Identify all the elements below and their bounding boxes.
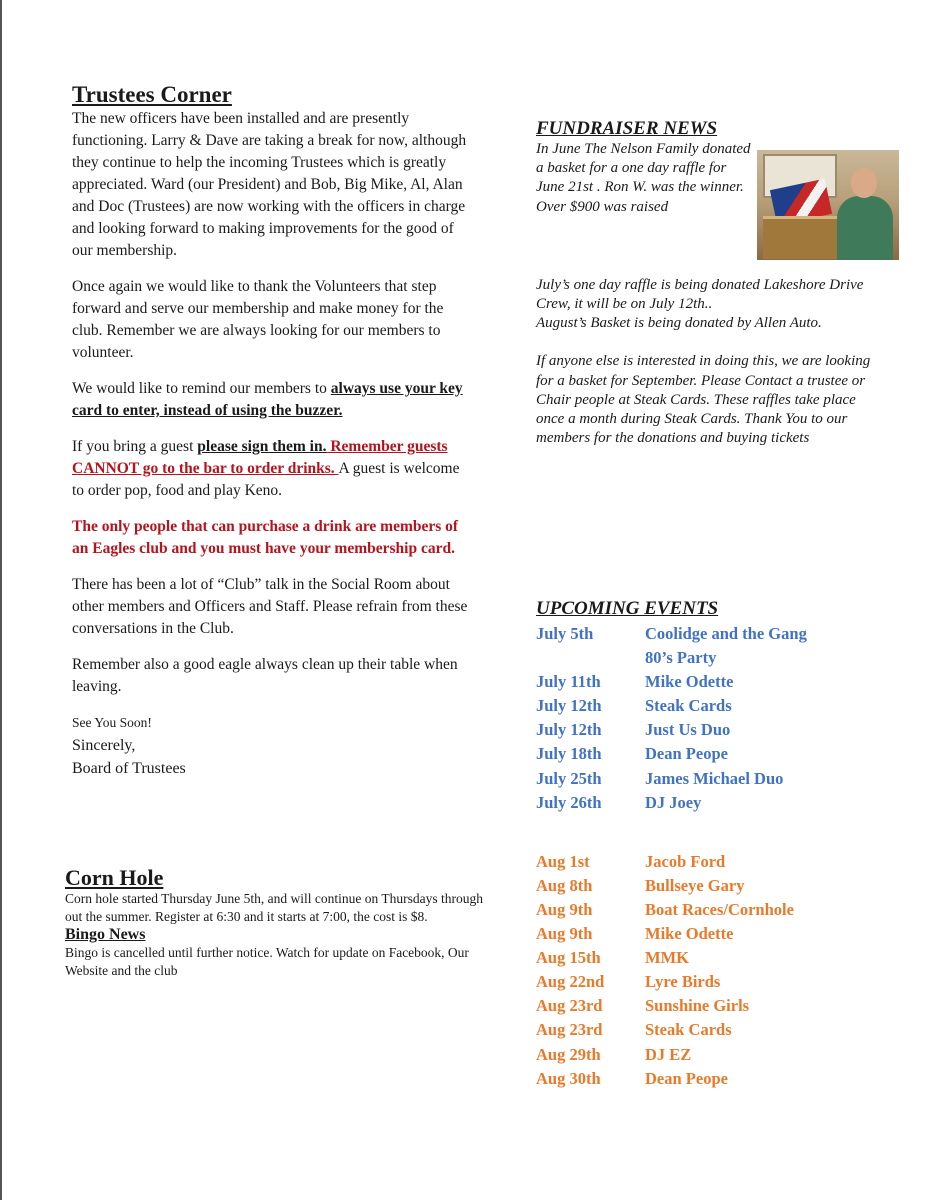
- august-event-row: [536, 1043, 876, 1067]
- event-date: July 12th: [536, 696, 602, 716]
- event-name: James Michael Duo: [645, 768, 784, 788]
- event-date: July 11th: [536, 672, 601, 692]
- corn-hole-title: Corn Hole: [65, 865, 164, 890]
- event-name: Dean Peope: [645, 744, 728, 764]
- august-events-list: [536, 850, 876, 1091]
- event-name: MMK: [645, 948, 689, 968]
- sincerely: Sincerely,: [72, 737, 136, 754]
- board-signature: Board of Trustees: [72, 760, 186, 777]
- july-event-row: [536, 718, 876, 742]
- event-name: Just Us Duo: [645, 720, 731, 740]
- drink-purchase-notice: The only people that can purchase a drink are members of an Eagles club and you must have your membership card.: [72, 518, 459, 557]
- upcoming-events-section: [536, 598, 876, 1091]
- august-event-row: [536, 946, 876, 970]
- event-name: Dean Peope: [645, 1068, 728, 1088]
- fundraiser-paragraph-2: July’s one day raffle is being donated Lakeshore Drive Crew, it will be on July 12th..: [536, 276, 864, 313]
- raffle-basket-photo: [757, 150, 899, 260]
- event-date: July 5th: [536, 624, 594, 643]
- event-name: DJ Joey: [645, 792, 702, 812]
- event-name: Mike Odette: [645, 924, 734, 944]
- trustees-paragraph-2: Once again we would like to thank the Volunteers that step forward and serve our membership and make money for the club. Remember we are always looking for our members to volunteer.: [72, 278, 444, 361]
- event-date: July 26th: [536, 792, 602, 812]
- trustees-section: [72, 82, 472, 780]
- trustees-paragraph-7: Remember also a good eagle always clean up their table when leaving.: [72, 656, 458, 695]
- corn-hole-section: [65, 866, 497, 980]
- event-date: Aug 23rd: [536, 996, 603, 1016]
- event-date: Aug 29th: [536, 1044, 601, 1064]
- trustees-title: Trustees Corner: [72, 82, 232, 107]
- event-name: Jacob Ford: [645, 851, 726, 871]
- july-event-row: [536, 622, 876, 646]
- key-card-reminder: always use your key card to enter, instead of using the buzzer.: [72, 380, 463, 419]
- july-event-row: [536, 767, 876, 791]
- event-date: [536, 646, 645, 670]
- event-date: July 12th: [536, 720, 602, 740]
- event-date: Aug 23rd: [536, 1020, 603, 1040]
- event-name: Lyre Birds: [645, 972, 721, 992]
- event-date: July 18th: [536, 744, 602, 764]
- event-name: DJ EZ: [645, 1044, 692, 1064]
- event-date: Aug 30th: [536, 1068, 601, 1088]
- july-event-row: [536, 694, 876, 718]
- fundraiser-paragraph-1: In June The Nelson Family donated a basket for a one day raffle for June 21st . Ron W. was the winner. Over $900 was raised: [536, 141, 751, 215]
- august-event-row: [536, 1018, 876, 1042]
- event-name: Bullseye Gary: [645, 875, 745, 895]
- july-event-row: [536, 791, 876, 815]
- event-date: Aug 15th: [536, 948, 601, 968]
- event-date: July 25th: [536, 768, 602, 788]
- event-date: Aug 9th: [536, 924, 593, 944]
- trustees-paragraph-1: The new officers have been installed and are presently functioning. Larry & Dave are taking a break for now, although they continue to help the incoming Trustees which is greatly appreciated. Ward (our President) and Bob, Big Mike, Al, Alan and Doc (Trustees) are now working with the officers in charge and looking forward to making improvements for the good of our membership.: [72, 110, 467, 259]
- event-name: Steak Cards: [645, 696, 732, 716]
- event-date: Aug 9th: [536, 899, 593, 919]
- july-event-row: [536, 670, 876, 694]
- trustees-paragraph-3: [72, 378, 472, 422]
- events-title: UPCOMING EVENTS: [536, 598, 719, 619]
- guest-intro: If you bring a guest: [72, 438, 198, 455]
- august-event-row: [536, 970, 876, 994]
- event-name: Boat Races/Cornhole: [645, 899, 794, 919]
- event-name: Coolidge and the Gang: [645, 624, 807, 643]
- event-date: Aug 22nd: [536, 972, 605, 992]
- key-card-intro: We would like to remind our members to: [72, 380, 331, 397]
- corn-hole-text: Corn hole started Thursday June 5th, and will continue on Thursdays through out the summer. Register at 6:30 and it starts at 7:00, the cost is $8.: [65, 891, 483, 924]
- sign-in-reminder: please sign them in.: [197, 438, 327, 455]
- event-date: Aug 8th: [536, 875, 593, 895]
- july-event-row: [536, 742, 876, 766]
- july-event-row: [536, 646, 876, 670]
- event-name: Steak Cards: [645, 1020, 732, 1040]
- trustees-paragraph-6: There has been a lot of “Club” talk in the Social Room about other members and Officers and Staff. Please refrain from these conversations in the Club.: [72, 576, 468, 637]
- event-name: Sunshine Girls: [645, 996, 750, 1016]
- july-events-list: [536, 622, 876, 815]
- bingo-title: Bingo News: [65, 926, 146, 943]
- august-event-row: [536, 850, 876, 874]
- august-event-row: [536, 994, 876, 1018]
- fundraiser-title: FUNDRAISER NEWS: [536, 118, 718, 139]
- august-event-row: [536, 1067, 876, 1091]
- event-date: Aug 1st: [536, 851, 590, 871]
- guest-allowed-text: A guest is welcome to order pop, food and play Keno.: [72, 460, 460, 499]
- bingo-text: Bingo is cancelled until further notice. Watch for update on Facebook, Our Website and the club: [65, 945, 469, 978]
- guests-bar-warning: Remember guests CANNOT go to the bar to order drinks.: [72, 438, 448, 477]
- event-name: 80’s Party: [645, 648, 717, 668]
- fundraiser-paragraph-4: If anyone else is interested in doing this, we are looking for a basket for September. Please Contact a trustee or Chair people at Steak Cards. These raffles take place once a month during Steak Cards. Thank You to our members for the donations and buying tickets: [536, 353, 871, 447]
- fundraiser-section: [536, 118, 876, 448]
- august-event-row: [536, 874, 876, 898]
- fundraiser-paragraph-3: August’s Basket is being donated by Allen Auto.: [536, 315, 822, 332]
- see-you-soon: See You Soon!: [72, 715, 152, 730]
- page-border: [0, 0, 2, 1200]
- trustees-paragraph-4: [72, 436, 472, 502]
- august-event-row: [536, 922, 876, 946]
- event-name: Mike Odette: [645, 672, 734, 692]
- august-event-row: [536, 898, 876, 922]
